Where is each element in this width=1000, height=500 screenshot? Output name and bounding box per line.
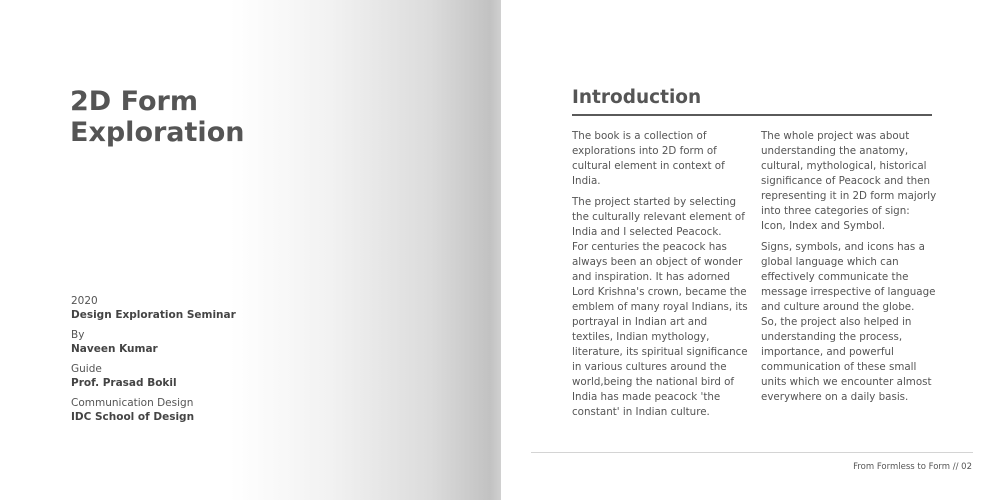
credit-guide-label: Guide bbox=[71, 363, 102, 375]
book-title-line-2: Exploration bbox=[70, 117, 245, 148]
intro-paragraph: For centuries the peacock has always been an object of wonder and inspiration. It has adorned Lord Krishna's crown, became the emblem of many royal Indians, its portrayal in Indian art and textiles, Indian mythology, literature, its spiritual significance in various cultures around the world,being the national bird of India has made peacock 'the constant' in Indian culture. bbox=[572, 241, 748, 418]
credit-institution-label: Communication Design bbox=[71, 397, 194, 409]
page-footer: From Formless to Form // 02 bbox=[853, 462, 972, 472]
credit-year-label: 2020 bbox=[71, 295, 98, 307]
book-title-line-1: 2D Form bbox=[70, 86, 198, 117]
credit-institution bbox=[71, 396, 321, 424]
credit-author-label: By bbox=[71, 329, 85, 341]
credit-institution-value: IDC School of Design bbox=[71, 411, 195, 423]
credit-year-value: Design Exploration Seminar bbox=[71, 309, 236, 321]
intro-paragraph: Signs, symbols, and icons has a global language which can effectively communicate the message irrespective of language and culture around the globe. bbox=[761, 241, 936, 313]
book-title bbox=[70, 86, 370, 148]
credit-author-value: Naveen Kumar bbox=[71, 343, 158, 355]
intro-paragraph: So, the project also helped in understanding the process, importance, and powerful communication of these small units which we encounter almost everywhere on a daily basis. bbox=[761, 316, 932, 403]
section-heading: Introduction bbox=[572, 87, 702, 108]
intro-paragraph: The book is a collection of explorations into 2D form of cultural element in context of India. bbox=[572, 130, 725, 187]
credit-guide-value: Prof. Prasad Bokil bbox=[71, 377, 177, 389]
credit-year bbox=[71, 294, 321, 322]
footer-divider bbox=[531, 452, 973, 453]
credits-block bbox=[71, 294, 321, 430]
intro-paragraph: The whole project was about understanding the anatomy, cultural, mythological, historical significance of Peacock and then representing it in 2D form majorly into three categories of sign: Icon, Index and Symbol. bbox=[761, 130, 937, 232]
intro-column-left bbox=[572, 129, 750, 426]
intro-column-right bbox=[761, 129, 937, 411]
credit-guide bbox=[71, 362, 321, 390]
heading-divider bbox=[572, 114, 932, 116]
credit-author bbox=[71, 328, 321, 356]
intro-paragraph: The project started by selecting the culturally relevant element of India and I selected Peacock. bbox=[572, 196, 745, 238]
